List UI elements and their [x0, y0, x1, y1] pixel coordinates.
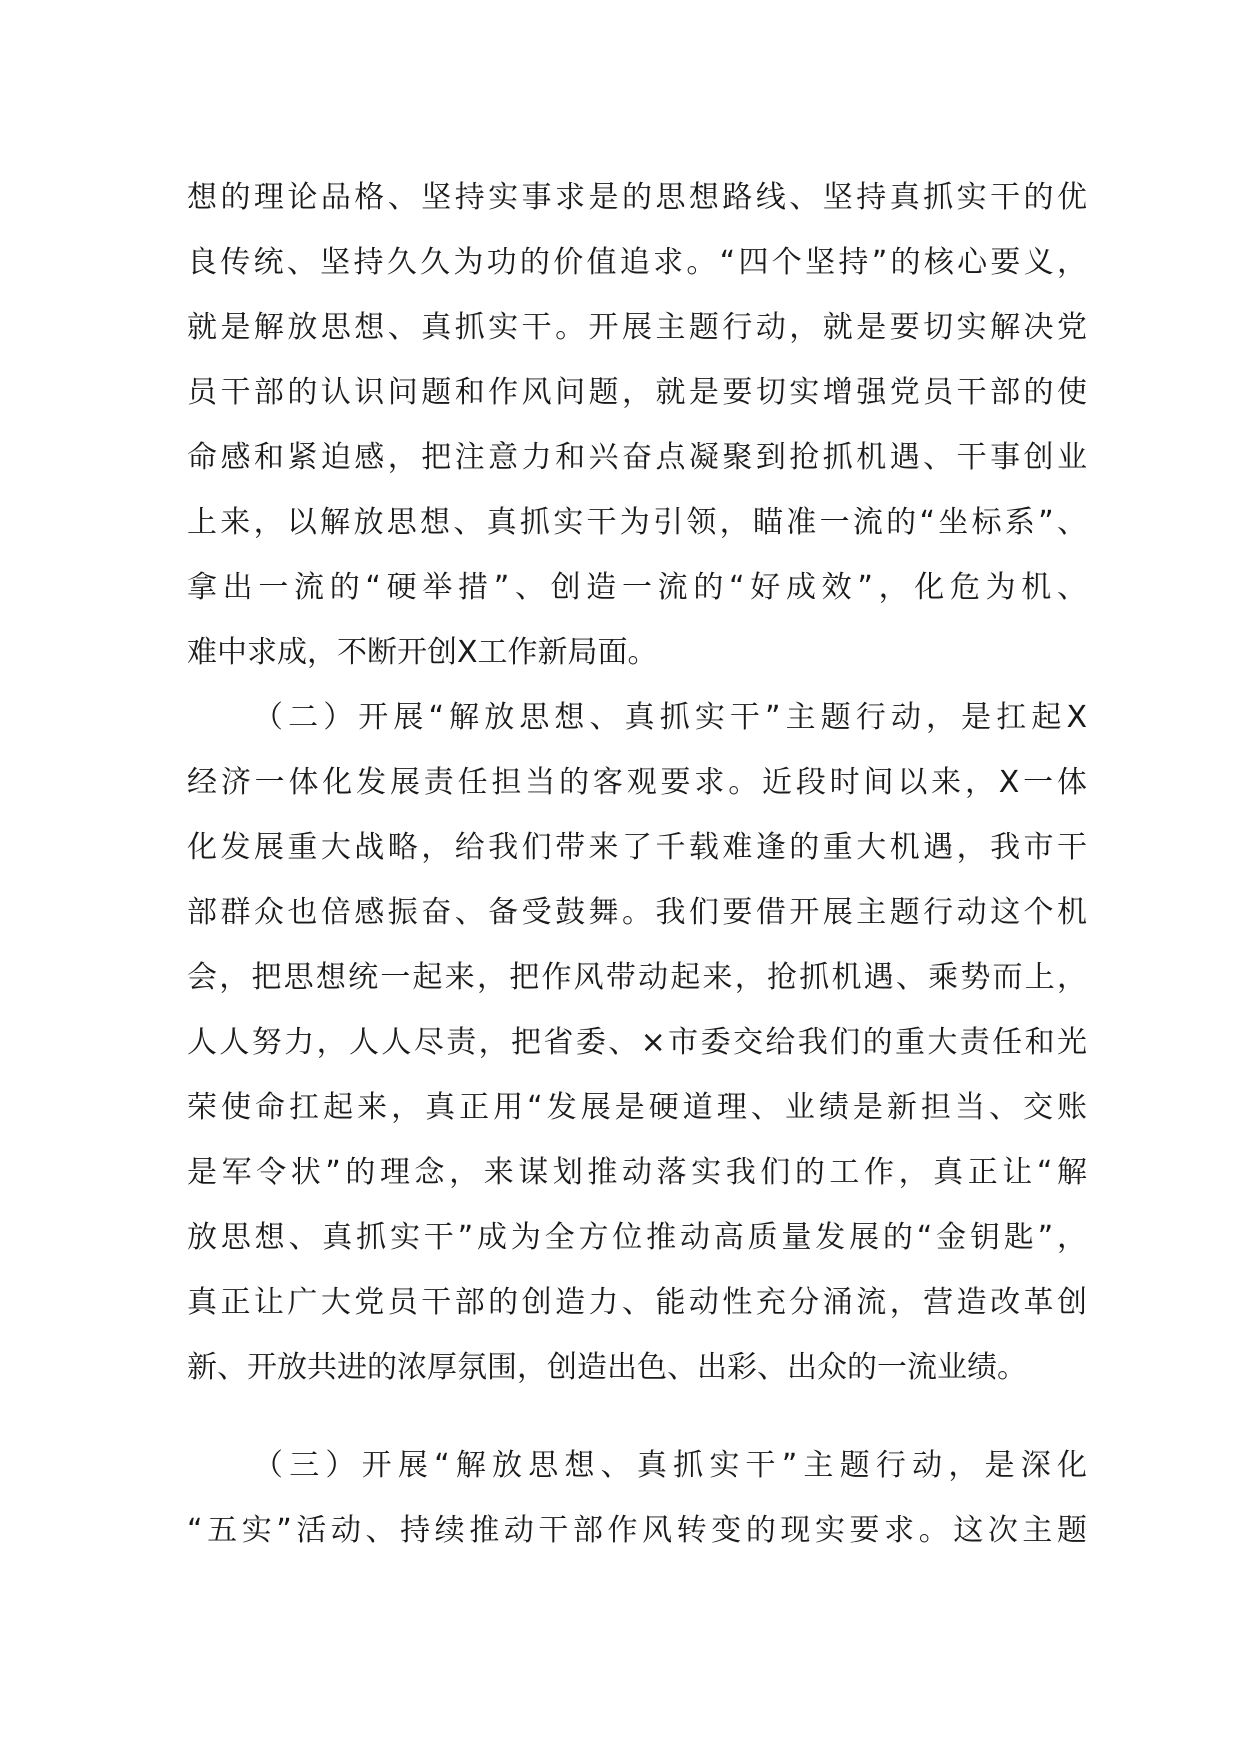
- text-line: 经济一体化发展责任担当的客观要求。近段时间以来，X一体: [187, 765, 1087, 800]
- text-line: （三）开展“解放思想、真抓实干”主题行动，是深化: [253, 1448, 1087, 1483]
- paragraph-2: [187, 685, 1087, 1400]
- text-line: 放思想、真抓实干”成为全方位推动高质量发展的“金钥匙”，: [187, 1220, 1087, 1255]
- text-line: “五实”活动、持续推动干部作风转变的现实要求。这次主题: [187, 1513, 1087, 1548]
- text-line: 荣使命扛起来，真正用“发展是硬道理、业绩是新担当、交账: [187, 1090, 1087, 1125]
- paragraph-1: [187, 165, 1087, 685]
- text-line: 就是解放思想、真抓实干。开展主题行动，就是要切实解决党: [187, 310, 1087, 345]
- text-line: 拿出一流的“硬举措”、创造一流的“好成效”，化危为机、: [187, 570, 1087, 605]
- text-line: 想的理论品格、坚持实事求是的思想路线、坚持真抓实干的优: [187, 180, 1087, 215]
- text-line: 部群众也倍感振奋、备受鼓舞。我们要借开展主题行动这个机: [187, 895, 1087, 930]
- text-line: 上来，以解放思想、真抓实干为引领，瞄准一流的“坐标系”、: [187, 505, 1087, 540]
- text-line: （二）开展“解放思想、真抓实干”主题行动，是扛起X: [253, 700, 1087, 735]
- text-line: 员干部的认识问题和作风问题，就是要切实增强党员干部的使: [187, 375, 1087, 410]
- text-line: 会，把思想统一起来，把作风带动起来，抢抓机遇、乘势而上，: [187, 960, 1087, 995]
- text-line: 是军令状”的理念，来谋划推动落实我们的工作，真正让“解: [187, 1155, 1087, 1190]
- paragraph-3: [187, 1433, 1087, 1563]
- text-line: 新、开放共进的浓厚氛围，创造出色、出彩、出众的一流业绩。: [187, 1350, 1027, 1385]
- text-line: 良传统、坚持久久为功的价值追求。“四个坚持”的核心要义，: [187, 245, 1087, 280]
- text-line: 难中求成，不断开创X工作新局面。: [187, 635, 658, 670]
- text-line: 真正让广大党员干部的创造力、能动性充分涌流，营造改革创: [187, 1285, 1087, 1320]
- text-line: 人人努力，人人尽责，把省委、×市委交给我们的重大责任和光: [187, 1025, 1087, 1060]
- text-line: 命感和紧迫感，把注意力和兴奋点凝聚到抢抓机遇、干事创业: [187, 440, 1087, 475]
- text-line: 化发展重大战略，给我们带来了千载难逢的重大机遇，我市干: [187, 830, 1087, 865]
